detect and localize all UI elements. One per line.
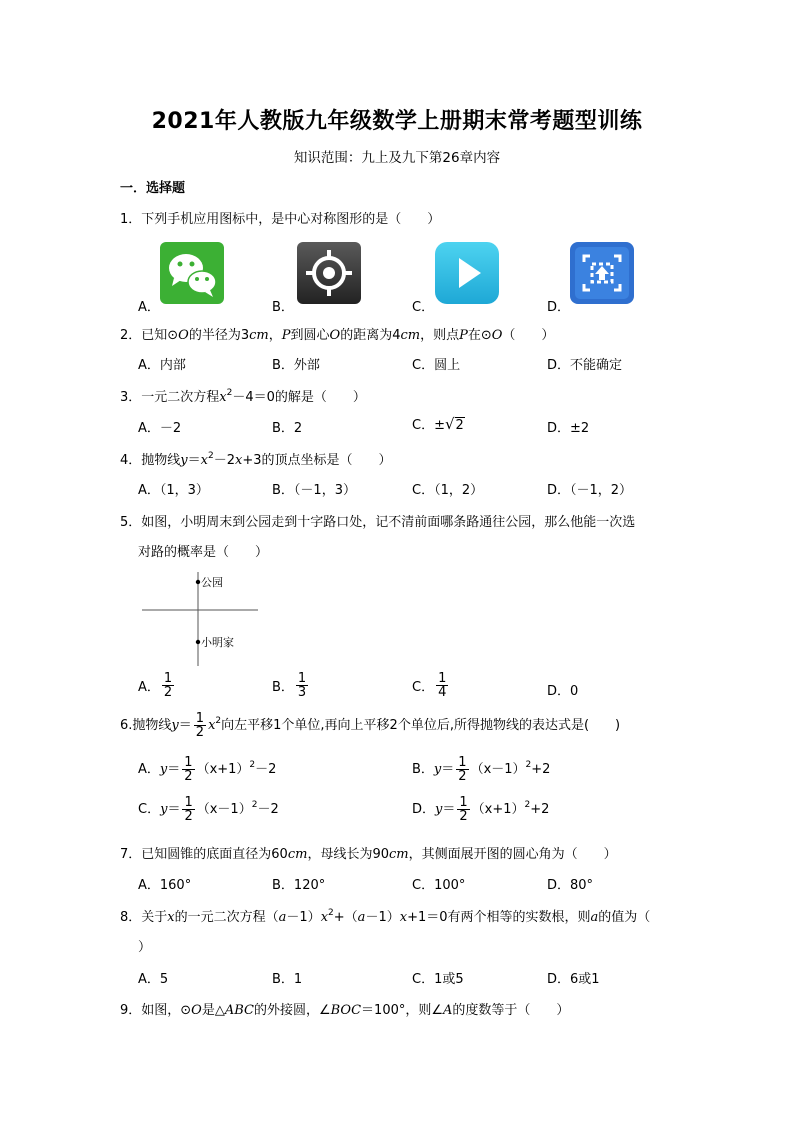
question-4-stem: 4．抛物线$y=x^2-2x+3$的顶点坐标是（ ） [120,451,392,468]
question-7-stem: 7．已知圆锥的底面直径为60cm，母线长为90cm，其侧面展开图的圆心角为（ ） [120,847,617,862]
q8-option-a[interactable]: A．5 [138,972,169,987]
q1-option-d[interactable]: D． [547,300,571,315]
upload-frame-icon [570,242,634,304]
label-home: 小明家 [201,636,234,649]
q1-option-b[interactable]: B． [272,300,294,315]
q4-option-c[interactable]: C．（1，2） [412,483,484,498]
q8-option-d[interactable]: D．6或1 [547,972,600,987]
question-6-stem: 6.抛物线y＝ $\frac{1}{2}$ $x^2$向左平移1个单位,再向上平移2个单位后,所得抛物线的表达式是( ) [120,711,621,740]
question-2-stem: 2．已知⊙O的半径为3cm，P到圆心O的距离为4cm，则点P在⊙O（ ） [120,328,555,343]
q4-option-a[interactable]: A．（1，3） [138,483,209,498]
label-park: 公园 [201,576,223,589]
q2-option-c[interactable]: C．圆上 [412,358,461,373]
q4-option-d[interactable]: D．（－1，2） [547,483,633,498]
q3-option-a[interactable]: A．－2 [138,421,182,436]
q1-option-c[interactable]: C． [412,300,435,315]
crossroads-figure [138,570,268,670]
question-5-stem-line2: 对路的概率是（ ） [138,545,269,560]
question-1-stem: 1．下列手机应用图标中，是中心对称图形的是（ ） [120,212,441,227]
play-icon [435,242,499,304]
q1-option-a[interactable]: A． [138,300,160,315]
q7-option-c[interactable]: C．100° [412,878,466,893]
park-point [196,580,200,584]
question-5-stem-line1: 5．如图，小明周末到公园走到十字路口处，记不清前面哪条路通往公园，那么他能一次选 [120,515,636,530]
q3-option-c[interactable]: C．±√2 [412,415,464,433]
q2-option-b[interactable]: B．外部 [272,358,320,373]
question-8-stem-line2: ） [138,940,152,955]
question-9-stem: 9．如图，⊙O是△ABC的外接圆，∠BOC＝100°，则∠A的度数等于（ ） [120,1003,570,1018]
q8-option-b[interactable]: B．1 [272,972,303,987]
section-heading: 一．选择题 [120,181,186,196]
q5-option-d[interactable]: D．0 [547,684,579,699]
home-point [196,640,200,644]
question-8-stem: 8．关于x的一元二次方程$(a-1)x^2+(a-1)x+1=0$有两个相等的实数根，则a的值为（ [120,908,651,925]
q7-option-a[interactable]: A．160° [138,878,192,893]
wechat-icon [160,242,224,304]
question-3-stem: 3．一元二次方程$x^2-4=0$的解是（ ） [120,388,366,405]
q5-option-a[interactable]: A． $\frac{1}{2}$ [138,671,173,700]
q8-option-c[interactable]: C．1或5 [412,972,464,987]
page-subtitle: 知识范围：九上及九下第26章内容 [293,150,501,166]
q2-option-a[interactable]: A．内部 [138,358,186,373]
q6-option-b[interactable]: B．y＝ $\frac{1}{2}$ $(x-1)^2+2$ [412,755,551,784]
q6-option-d[interactable]: D．y＝ $\frac{1}{2}$ $(x+1)^2+2$ [412,795,550,824]
page-title: 2021年人教版九年级数学上册期末常考题型训练 [151,109,643,134]
q6-option-a[interactable]: A．y＝ $\frac{1}{2}$ $(x+1)^2-2$ [138,755,277,784]
q7-option-d[interactable]: D．80° [547,878,594,893]
q2-option-d[interactable]: D．不能确定 [547,358,623,373]
q5-option-b[interactable]: B． $\frac{1}{3}$ [272,671,307,700]
target-icon [297,242,361,304]
q3-option-d[interactable]: D．±2 [547,421,590,436]
q6-option-c[interactable]: C．y＝ $\frac{1}{2}$ $(x-1)^2-2$ [138,795,279,824]
q3-option-b[interactable]: B．2 [272,421,303,436]
q4-option-b[interactable]: B．（－1，3） [272,483,356,498]
q7-option-b[interactable]: B．120° [272,878,326,893]
q5-option-c[interactable]: C． $\frac{1}{4}$ [412,671,447,700]
